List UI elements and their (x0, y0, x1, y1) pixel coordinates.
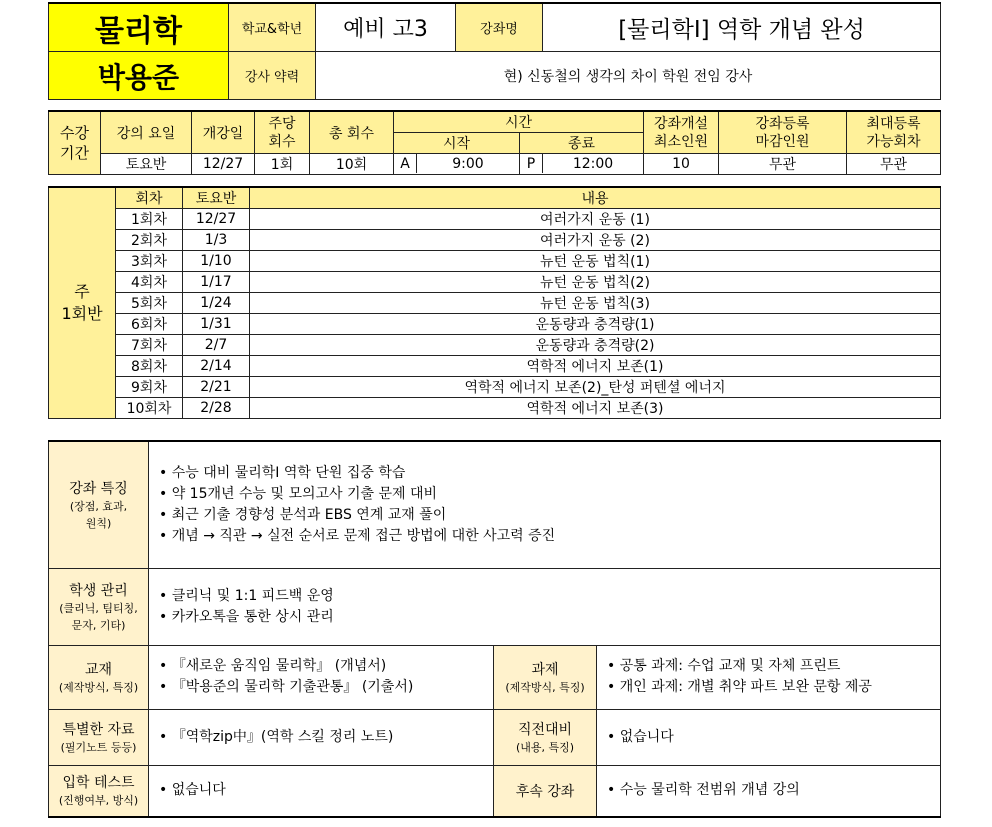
special-list (149, 709, 494, 765)
textbook-label: 교재 (84, 661, 113, 678)
table-row (49, 356, 941, 377)
date-cell: 1/3 (183, 230, 250, 251)
list-item: • 수능 물리학 전범위 개념 강의 (607, 782, 800, 799)
min-enroll-header: 강좌개설 최소인원 (644, 111, 719, 154)
max-sessions-header: 최대등록 가능회차 (847, 111, 941, 154)
course-feature-sublabel: (장점, 효과, 원칙) (69, 499, 128, 530)
course-feature-label-cell (49, 441, 149, 568)
content-cell: 뉴턴 운동 법칙(1) (250, 251, 941, 272)
special-label: 특별한 자료 (62, 721, 135, 738)
special-label-cell (49, 709, 149, 765)
management-label-cell (49, 568, 149, 645)
list-item: • 개념 → 직관 → 실전 순서로 문제 접근 방법에 대한 사고력 증진 (159, 527, 556, 544)
list-item: • 개인 과제: 개별 취약 파트 보완 문항 제공 (607, 679, 872, 695)
course-feature-label: 강좌 특징 (69, 480, 128, 497)
date-cell: 2/21 (183, 377, 250, 398)
session-cell: 5회차 (116, 293, 183, 314)
entrance-list (149, 765, 494, 817)
content-header: 내용 (250, 187, 941, 209)
date-header: 토요반 (183, 187, 250, 209)
date-cell: 1/10 (183, 251, 250, 272)
subject-title: 물리학 (49, 3, 229, 52)
homework-label: 과제 (531, 661, 559, 678)
date-cell: 2/14 (183, 356, 250, 377)
list-item: • 카카오톡을 통한 상시 관리 (159, 608, 334, 625)
management-sublabel: (클리닉, 팀티칭, 문자, 기타) (59, 601, 138, 632)
total-count-header: 총 회수 (310, 111, 394, 154)
date-cell: 12/27 (183, 209, 250, 230)
content-cell: 운동량과 충격량(1) (250, 314, 941, 335)
time-end-header: 종료 (520, 133, 644, 154)
start-date-value: 12/27 (192, 154, 255, 175)
list-item: • 없습니다 (607, 728, 674, 745)
list-item: • 약 15개년 수능 및 모의고사 기출 문제 대비 (159, 485, 438, 502)
end-time: 12:00 (572, 155, 614, 172)
list-item: • 최근 기출 경향성 분석과 EBS 연계 교재 풀이 (159, 506, 447, 523)
table-row (49, 314, 941, 335)
table-row (49, 230, 941, 251)
date-cell: 1/31 (183, 314, 250, 335)
plan-side-label: 주 1회반 (49, 187, 116, 419)
list-item: • 『박용준의 물리학 기출관통』 (기출서) (159, 679, 414, 695)
teacher-name: 박용준 (49, 52, 229, 100)
textbook-sublabel: (제작방식, 특징) (58, 680, 139, 694)
grade-value: 예비 고3 (316, 3, 456, 52)
list-item: • 『새로운 움직임 물리학』 (개념서) (159, 658, 387, 674)
list-item: • 수능 대비 물리학Ⅰ 역학 단원 집중 학습 (159, 464, 406, 481)
prep-list (597, 709, 941, 765)
course-features-table (48, 440, 941, 818)
table-row (49, 272, 941, 293)
session-cell: 3회차 (116, 251, 183, 272)
time-start-header: 시작 (394, 133, 520, 154)
time-header: 시간 (394, 111, 644, 133)
management-list (149, 568, 941, 645)
min-enroll-value: 10 (644, 154, 719, 175)
content-cell: 여러가지 운동 (2) (250, 230, 941, 251)
prep-label: 직전대비 (517, 721, 573, 738)
deadline-header: 강좌등록 마감인원 (719, 111, 847, 154)
content-cell: 역학적 에너지 보존(2)_탄성 퍼텐셜 에너지 (250, 377, 941, 398)
management-label: 학생 관리 (69, 582, 128, 599)
content-cell: 뉴턴 운동 법칙(2) (250, 272, 941, 293)
date-cell: 2/28 (183, 398, 250, 419)
special-sublabel: (필기노트 등등) (60, 740, 137, 754)
prep-label-cell (494, 709, 597, 765)
list-item: • 『역학zip中』(역학 스킬 정리 노트) (159, 728, 394, 745)
start-time-cell (394, 154, 520, 175)
day-header: 강의 요일 (101, 111, 192, 154)
start-time: 9:00 (452, 155, 484, 172)
table-row (49, 293, 941, 314)
date-cell: 1/17 (183, 272, 250, 293)
followup-label: 후속 강좌 (515, 783, 575, 800)
course-label: 강좌명 (456, 3, 543, 52)
deadline-value: 무관 (719, 154, 847, 175)
grade-label: 학교&학년 (229, 3, 316, 52)
content-cell: 역학적 에너지 보존(1) (250, 356, 941, 377)
table-row (49, 209, 941, 230)
start-ampm: A (394, 154, 417, 173)
content-cell: 여러가지 운동 (1) (250, 209, 941, 230)
session-cell: 8회차 (116, 356, 183, 377)
followup-list (597, 765, 941, 817)
list-item: • 클리닉 및 1:1 피드백 운영 (159, 587, 334, 604)
schedule-table (48, 110, 941, 175)
session-cell: 6회차 (116, 314, 183, 335)
session-cell: 2회차 (116, 230, 183, 251)
end-time-cell (520, 154, 644, 175)
session-cell: 4회차 (116, 272, 183, 293)
date-cell: 2/7 (183, 335, 250, 356)
entrance-label-cell (49, 765, 149, 817)
table-row (49, 335, 941, 356)
end-ampm: P (520, 154, 543, 173)
date-cell: 1/24 (183, 293, 250, 314)
total-count-value: 10회 (310, 154, 394, 175)
weekly-count-value: 1회 (255, 154, 310, 175)
session-cell: 1회차 (116, 209, 183, 230)
max-sessions-value: 무관 (847, 154, 941, 175)
textbook-label-cell (49, 645, 149, 709)
start-date-header: 개강일 (192, 111, 255, 154)
textbook-list (149, 645, 494, 709)
entrance-label: 입학 테스트 (62, 775, 135, 792)
content-cell: 뉴턴 운동 법칙(3) (250, 293, 941, 314)
course-feature-list (149, 441, 941, 568)
session-cell: 9회차 (116, 377, 183, 398)
intro-value: 현) 신동철의 생각의 차이 학원 전임 강사 (316, 52, 941, 100)
session-cell: 10회차 (116, 398, 183, 419)
content-cell: 운동량과 충격량(2) (250, 335, 941, 356)
table-row (49, 377, 941, 398)
entrance-sublabel: (진행여부, 방식) (58, 794, 139, 808)
weekly-count-header: 주당 회수 (255, 111, 310, 154)
course-title: [물리학Ⅰ] 역학 개념 완성 (543, 3, 941, 52)
weekly-plan-table (48, 186, 941, 419)
table-row (49, 251, 941, 272)
course-header-table (48, 2, 941, 100)
list-item: • 공통 과제: 수업 교재 및 자체 프린트 (607, 658, 841, 674)
homework-label-cell (494, 645, 597, 709)
table-row (49, 398, 941, 419)
followup-label-cell (494, 765, 597, 817)
homework-sublabel: (제작방식, 특징) (505, 680, 585, 694)
intro-label: 강사 약력 (229, 52, 316, 100)
day-value: 토요반 (101, 154, 192, 175)
content-cell: 역학적 에너지 보존(3) (250, 398, 941, 419)
session-header: 회차 (116, 187, 183, 209)
homework-list (597, 645, 941, 709)
list-item: • 없습니다 (159, 782, 226, 799)
prep-sublabel: (내용, 특징) (515, 740, 575, 754)
session-cell: 7회차 (116, 335, 183, 356)
period-label: 수강 기간 (49, 111, 101, 175)
